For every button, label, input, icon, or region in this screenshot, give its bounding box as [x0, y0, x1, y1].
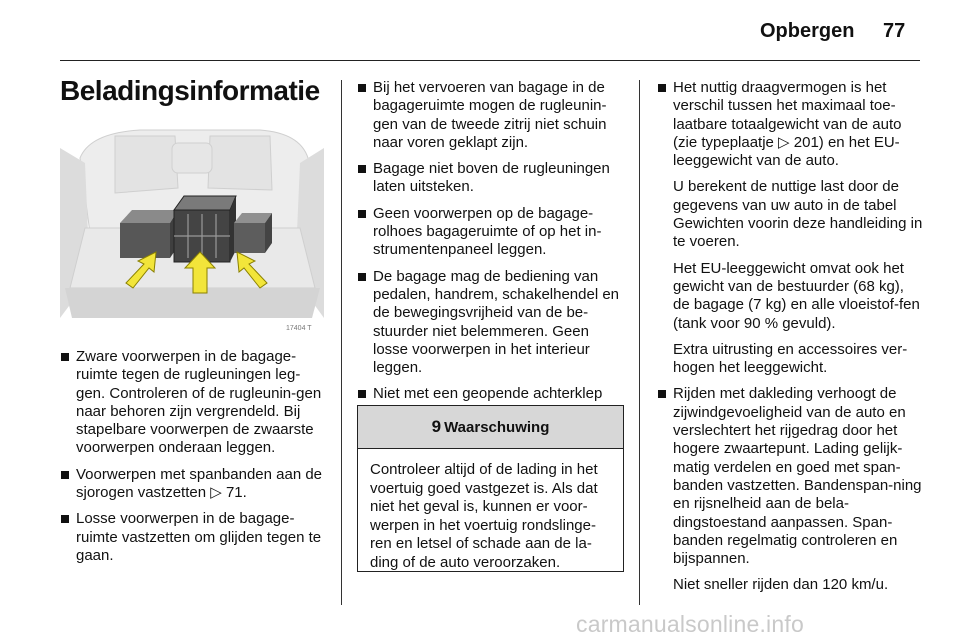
- column-2: [357, 79, 627, 430]
- cargo-illustration: [60, 118, 324, 338]
- header-section-title: Opbergen: [760, 20, 855, 42]
- list-item: Voorwerpen met spanbanden aan de sjorogen vastzetten ▷ 71.: [60, 466, 325, 503]
- list-item: De bagage mag de bediening van pedalen, handrem, schakelhendel en de bewegingsvrijheid van de be-stuurder niet belemmeren. Geen losse voorwerpen in het interieur leggen.: [357, 268, 627, 378]
- list-item: Zware voorwerpen in de bagage-ruimte tegen de rugleuningen leg-gen. Controleren of de rugleunin-gen naar behoren zijn vergrendeld. Bij stapelbare voorwerpen de zwaarste voorwerpen onderaan leggen.: [60, 348, 325, 458]
- list-item: Geen voorwerpen op de bagage-rolhoes bagageruimte of op het in-strumentenpaneel leggen.: [357, 205, 627, 260]
- warning-text: Controleer altijd of de lading in het voertuig goed vastgezet is. Als dat niet het geval is, kunnen er voor-werpen in het voertuig rondslinge-ren en letsel of schade aan de la-ding of de auto veroorzaken.: [370, 461, 598, 571]
- warning-title: Waarschuwing: [444, 418, 550, 436]
- header-rule: [60, 60, 920, 61]
- paragraph: Niet sneller rijden dan 120 km/u.: [673, 576, 889, 594]
- list-item: Losse voorwerpen in de bagage-ruimte vastzetten om glijden tegen te gaan.: [60, 510, 325, 565]
- list-item: Rijden met dakleding verhoogt de zijwindgevoeligheid van de auto en verslechtert het rijgedrag door het hogere zwaartepunt. Lading gelijk-matig verdelen en goed met span-banden vastzetten. Bandenspan-ning en rijsnelheid aan de bela-dingstoestand aanpassen. Span-banden regelmatig controleren en bijspannen.: [657, 385, 923, 568]
- column-rule-2: [639, 80, 640, 605]
- warning-header: [358, 406, 623, 449]
- list-item: Het nuttig draagvermogen is het verschil tussen het maximaal toe-laatbare totaalgewicht van de auto (zie typeplaatje ▷ 201) en het EU-leeggewicht van de auto.: [657, 79, 923, 170]
- paragraph: U berekent de nuttige last door de gegevens van uw auto in de tabel Gewichten voorin deze handleiding in te voeren.: [673, 178, 923, 251]
- column-3: [657, 79, 923, 603]
- list-item: Niet met een geopende achterklep: [357, 385, 627, 422]
- list-item: Bagage niet boven de rugleuningen laten uitsteken.: [357, 160, 627, 197]
- paragraph: Het EU-leeggewicht omvat ook het gewicht van de bestuurder (68 kg), de bagage (7 kg) en alle vloeistof-fen (tank voor 90 % gevuld).: [673, 259, 920, 332]
- list-item: Bij het vervoeren van bagage in de bagageruimte mogen de rugleunin-gen van de tweede zitrij niet schuin naar voren geklapt zijn.: [357, 79, 627, 152]
- paragraph: Extra uitrusting en accessoires ver-hogen het leeggewicht.: [673, 340, 908, 377]
- column-rule-1: [341, 80, 342, 605]
- warning-icon: 9: [431, 417, 442, 436]
- column-1: [60, 348, 325, 573]
- page-title: Beladingsinformatie: [60, 75, 320, 106]
- page-number: 77: [883, 20, 906, 42]
- warning-box: [357, 405, 624, 572]
- watermark: carmanualsonline.info: [576, 611, 804, 637]
- figure-code: 17404 T: [286, 325, 312, 332]
